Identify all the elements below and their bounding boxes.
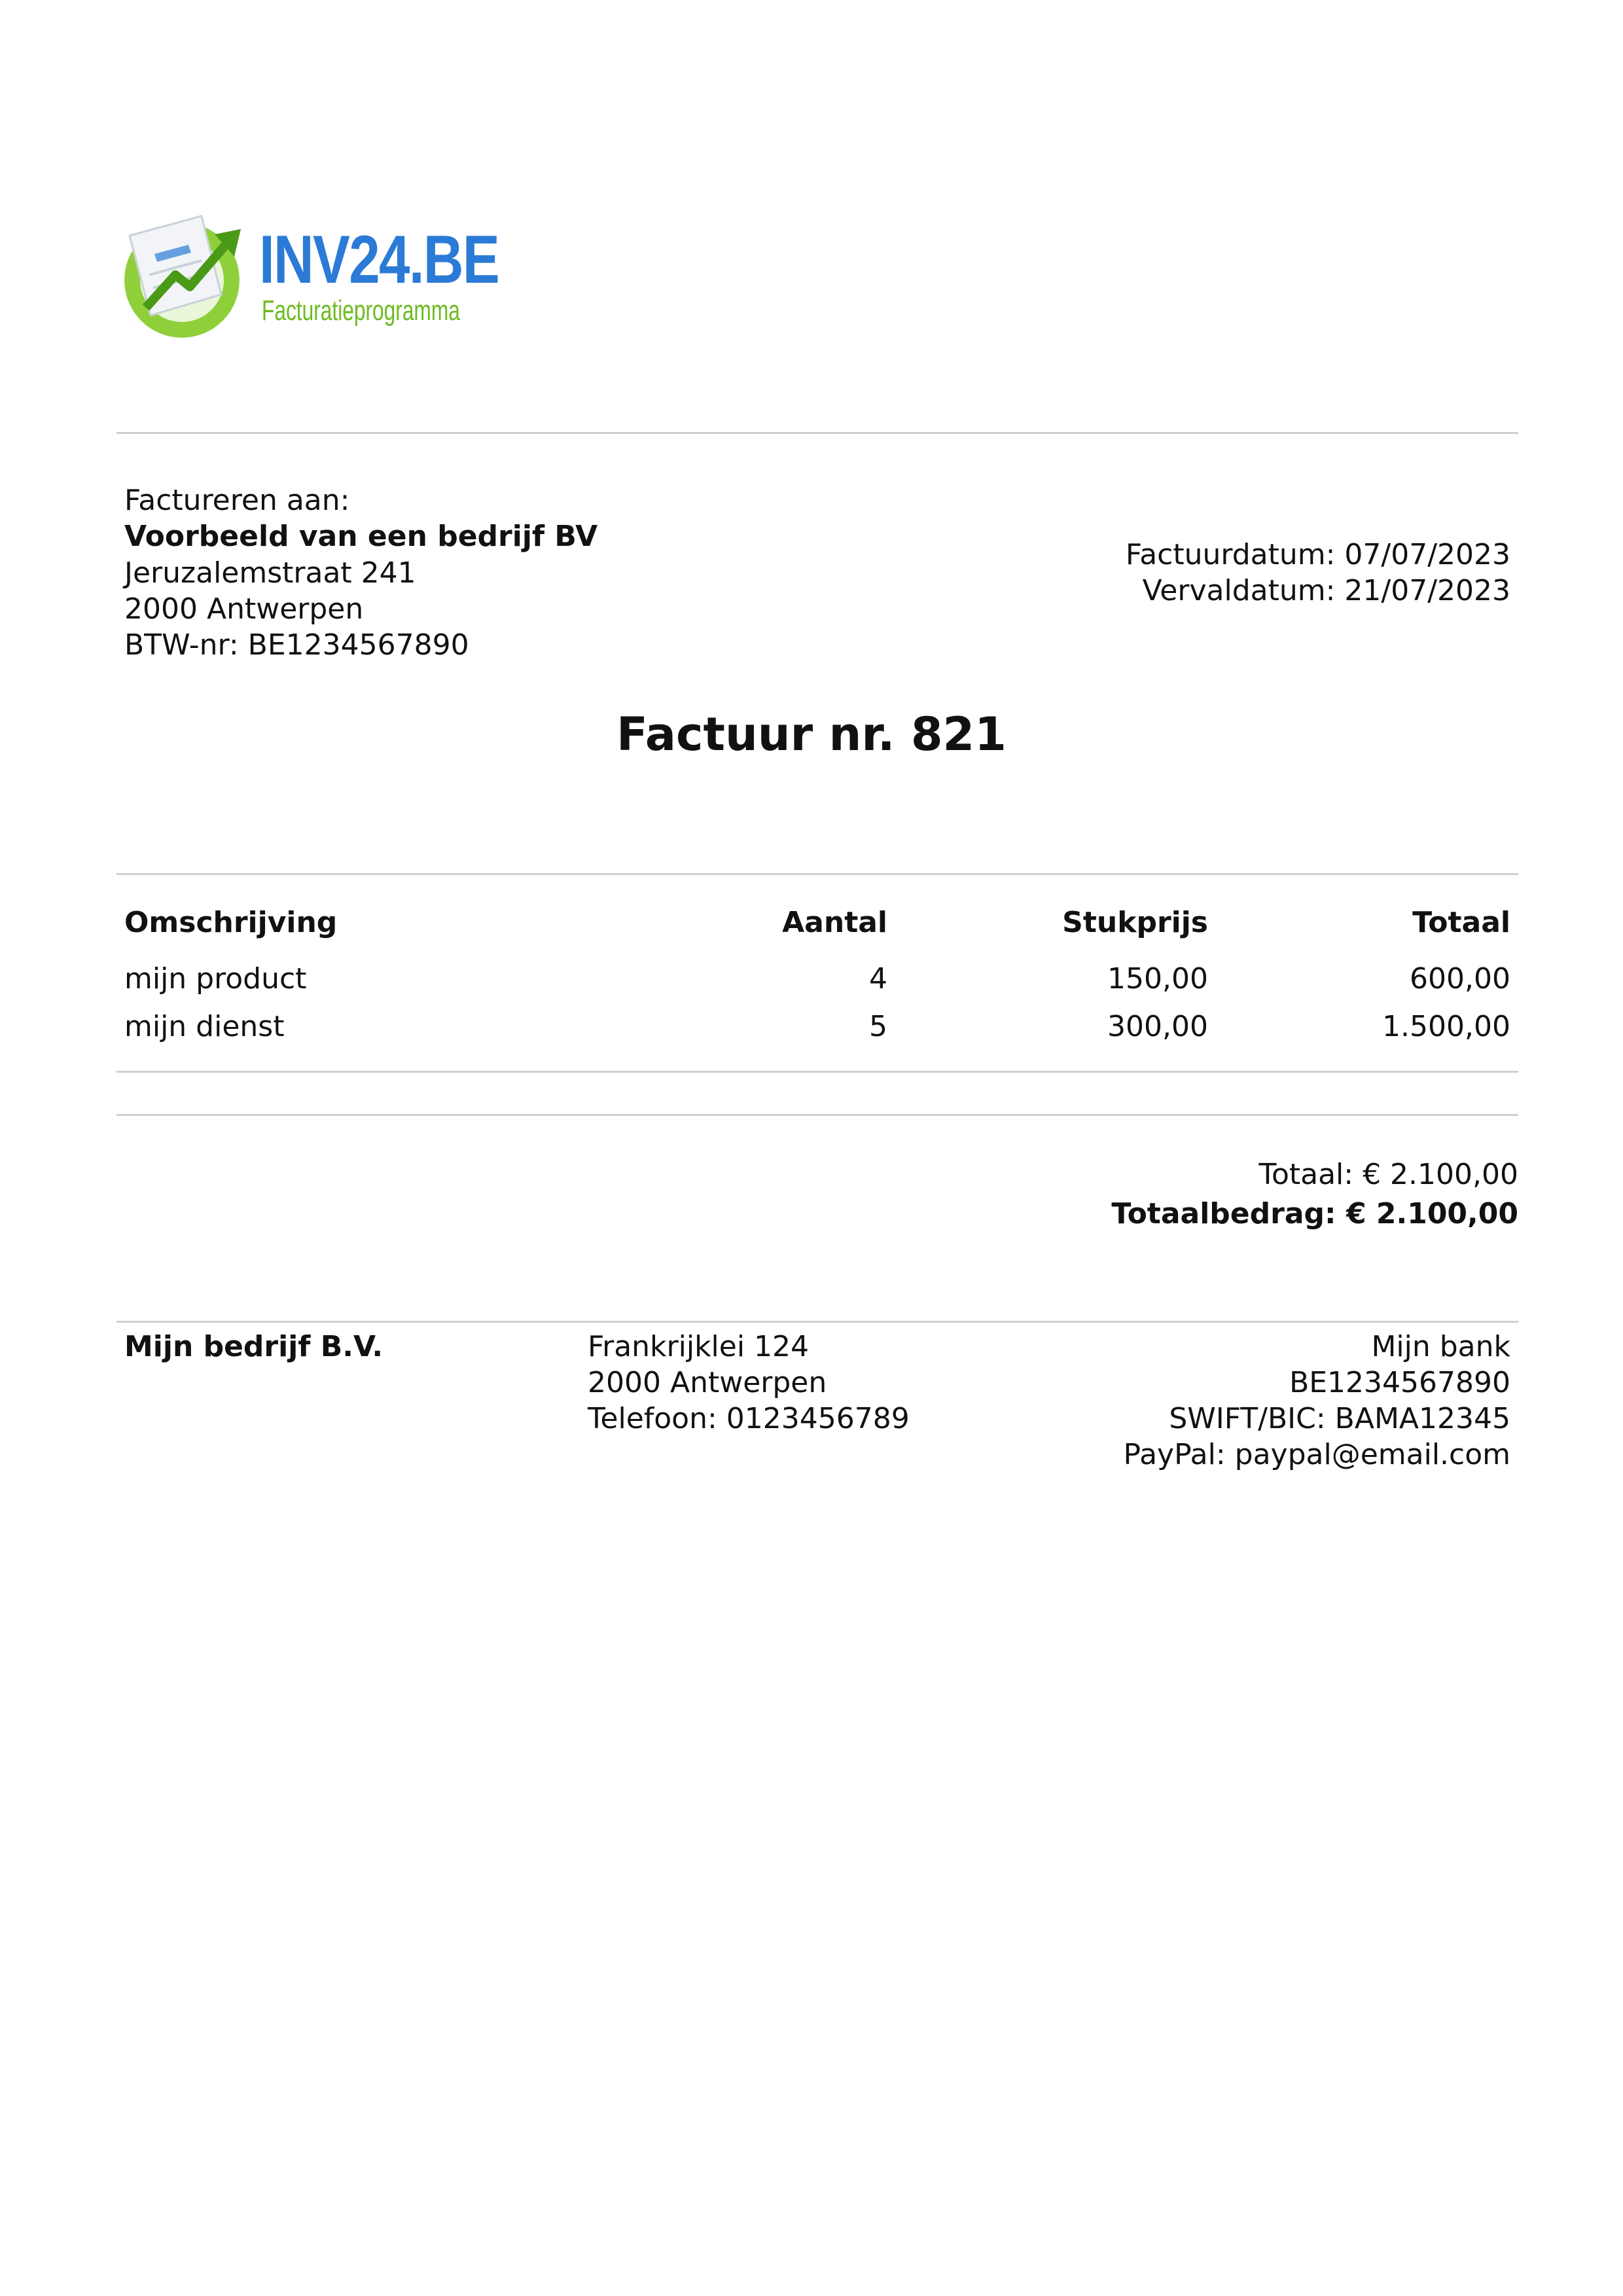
- totals-divider: [116, 1114, 1518, 1116]
- footer-street: Frankrijklei 124: [588, 1330, 810, 1363]
- footer-city: 2000 Antwerpen: [588, 1366, 827, 1399]
- column-header-quantity: Aantal: [782, 906, 887, 939]
- logo-brand-text: INV24.BE: [259, 222, 499, 298]
- logo-emblem-icon: [116, 209, 247, 340]
- footer-iban: BE1234567890: [1289, 1366, 1510, 1399]
- row-description: mijn product: [124, 962, 307, 996]
- footer-swift: SWIFT/BIC: BAMA12345: [1169, 1402, 1510, 1435]
- bill-to-vat: BTW-nr: BE1234567890: [124, 628, 469, 662]
- footer-company-name: Mijn bedrijf B.V.: [124, 1330, 383, 1363]
- row-unit-price: 300,00: [1107, 1010, 1208, 1043]
- footer-paypal: PayPal: paypal@email.com: [1123, 1438, 1510, 1471]
- logo-tagline: Facturatieprogramma: [262, 295, 460, 327]
- column-header-total: Totaal: [1412, 906, 1510, 939]
- column-header-description: Omschrijving: [124, 906, 338, 939]
- subtotal: Totaal: € 2.100,00: [1258, 1158, 1518, 1191]
- table-top-divider: [116, 873, 1518, 875]
- row-quantity: 5: [869, 1010, 887, 1043]
- row-unit-price: 150,00: [1107, 962, 1208, 996]
- invoice-date: Factuurdatum: 07/07/2023: [1125, 538, 1510, 571]
- row-quantity: 4: [869, 962, 887, 996]
- bill-to-label: Factureren aan:: [124, 484, 350, 517]
- bill-to-city: 2000 Antwerpen: [124, 592, 364, 626]
- footer-phone: Telefoon: 0123456789: [588, 1402, 910, 1435]
- company-logo: [116, 209, 499, 340]
- footer-divider: [116, 1321, 1518, 1323]
- bill-to-company: Voorbeeld van een bedrijf BV: [124, 520, 598, 553]
- grand-total: Totaalbedrag: € 2.100,00: [1111, 1197, 1518, 1230]
- header-divider: [116, 432, 1518, 434]
- bill-to-street: Jeruzalemstraat 241: [124, 556, 416, 590]
- row-total: 600,00: [1410, 962, 1510, 996]
- column-header-unit-price: Stukprijs: [1062, 906, 1208, 939]
- invoice-title: Factuur nr. 821: [616, 708, 1007, 761]
- footer-bank-name: Mijn bank: [1371, 1330, 1510, 1363]
- table-bottom-divider: [116, 1071, 1518, 1073]
- row-description: mijn dienst: [124, 1010, 285, 1043]
- due-date: Vervaldatum: 21/07/2023: [1142, 574, 1510, 607]
- row-total: 1.500,00: [1382, 1010, 1510, 1043]
